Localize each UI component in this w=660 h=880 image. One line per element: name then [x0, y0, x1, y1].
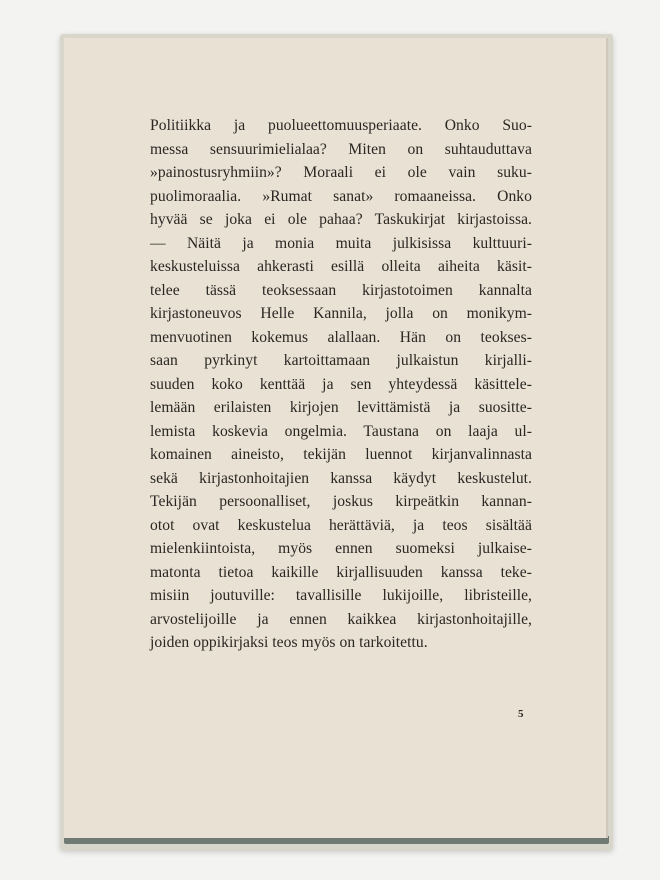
text-line: arvostelijoille ja ennen kaikkea kirjastonhoitajille, — [150, 610, 532, 628]
text-line: »painostusryhmiin»? Moraali ei ole vain suku- — [150, 164, 532, 181]
text-line: hyvää se joka ei ole pahaa? Taskukirjat kirjastoissa. — [150, 211, 532, 228]
page-number: 5 — [518, 708, 524, 720]
text-line: saan pyrkinyt kartoittamaan julkaistun kirjalli- — [150, 352, 532, 369]
blurb-text — [150, 114, 532, 655]
text-line: otot ovat keskustelua herättäviä, ja teos sisältää — [150, 516, 532, 534]
text-line: lemään erilaisten kirjojen levittämistä ja suosittе- — [150, 399, 532, 416]
text-line: kirjastoneuvos Helle Kannila, jolla on monikym- — [150, 305, 532, 322]
text-line: joiden oppikirjaksi teos myös on tarkoitettu. — [150, 634, 428, 651]
text-line: telee tässä teoksessaan kirjastotoimen kannalta — [150, 281, 532, 299]
text-line: suuden koko kenttää ja sen yhteydessä käsittele- — [150, 375, 532, 393]
text-line: misiin joutuville: tavallisille lukijoille, libristeille, — [150, 587, 532, 604]
text-line: Tekijän persoonalliset, joskus kirpeätkin kannan- — [150, 493, 532, 510]
text-line: — Näitä ja monia muita julkisissa kulttuuri- — [150, 234, 532, 252]
text-line: sekä kirjastonhoitajien kanssa käydyt keskustelut. — [150, 469, 532, 487]
text-line: komainen aineisto, tekijän luennot kirjanvalinnasta — [150, 446, 532, 463]
text-line: matonta tietoa kaikille kirjallisuuden kanssa teke- — [150, 563, 532, 581]
text-line: mielenkiintoista, myös ennen suomeksi julkaise- — [150, 540, 532, 557]
text-line: Politiikka ja puolueettomuusperiaate. Onko Suo- — [150, 117, 532, 134]
text-line: messa sensuurimielialaa? Miten on suhtauduttava — [150, 140, 532, 158]
text-line: puolimoraalia. »Rumat sanat» romaaneissa. Onko — [150, 187, 532, 205]
text-line: menvuotinen kokemus alallaan. Hän on teokses- — [150, 328, 532, 346]
text-line: lemista koskevia ongelmia. Taustana on laaja ul- — [150, 422, 532, 440]
text-line: keskusteluissa ahkerasti esillä olleita aiheita käsit- — [150, 258, 532, 275]
